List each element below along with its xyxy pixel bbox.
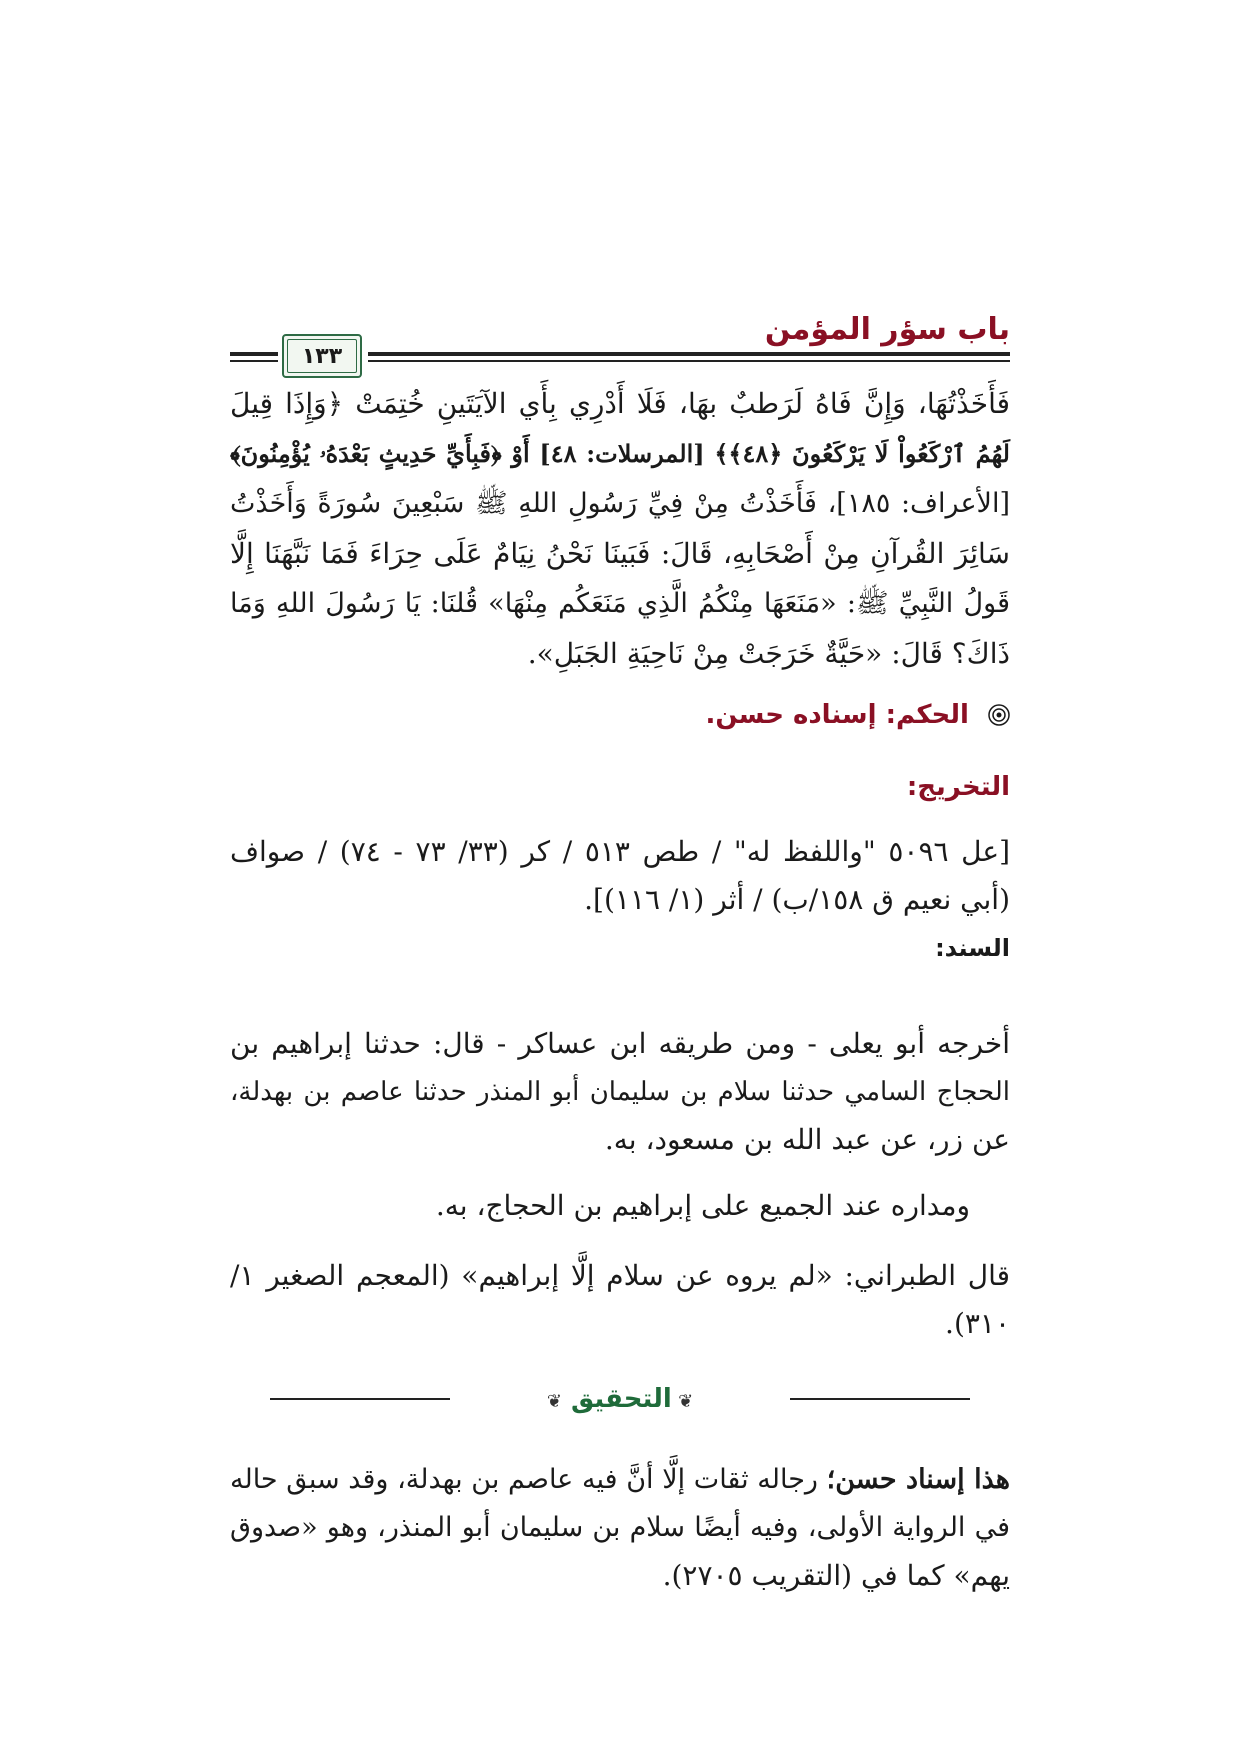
sanad-line-1: أخرجه أبو يعلى - ومن طريقه ابن عساكر - قال: حدثنا إبراهيم بن bbox=[230, 1027, 1010, 1060]
sanad-madar: ومداره عند الجميع على إبراهيم بن الحجاج، به. bbox=[435, 1189, 970, 1222]
tahqiq-divider bbox=[270, 1384, 970, 1414]
tahqiq-lead: هذا إسناد حسن؛ bbox=[826, 1464, 1010, 1495]
hadith-line-1: فَأَخَذْتُهَا، وَإِنَّ فَاهُ لَرَطبٌ بهَا، فَلَا أَدْرِي بِأَي الآيَتَينِ خُتِمَتْ ﴿وَإِذَا قِيلَ bbox=[230, 387, 1010, 420]
ornament-icon: ❦ bbox=[671, 1391, 694, 1412]
tabarani-line-2: ٣١٠). bbox=[945, 1307, 1010, 1340]
tahqiq-line-1-text: رجاله ثقات إلَّا أنَّ فيه عاصم بن بهدلة، وقد سبق حاله bbox=[230, 1464, 818, 1495]
hadith-line-4: سَائِرَ القُرآنِ مِنْ أَصْحَابِهِ، قَالَ: فَبَينَا نَحْنُ نِيَامٌ عَلَى حِرَاءَ فَمَا نَبَّهَنَا إِلَّا bbox=[230, 537, 1010, 570]
page-number: ١٣٣ bbox=[301, 343, 343, 369]
hadith-line-5: قَولُ النَّبِيِّ ﷺ: «مَنَعَهَا مِنْكُمُ الَّذِي مَنَعَكُم مِنْهَا» قُلنَا: يَا رَسُولَ اللهِ وَمَا bbox=[230, 588, 1010, 619]
ruling-heading bbox=[705, 700, 1010, 730]
tahqiq-heading: التحقيق bbox=[571, 1384, 672, 1414]
page-number-badge bbox=[282, 334, 362, 378]
takhrij-line-1: [عل ٥٠٩٦ "واللفظ له" / طص ٥١٣ / كر (٣٣/ ٧٣ - ٧٤) / صواف bbox=[230, 835, 1010, 868]
tahqiq-line-2: في الرواية الأولى، وفيه أيضًا سلام بن سليمان أبو المنذر، وهو «صدوق bbox=[230, 1512, 1010, 1543]
takhrij-line-2: (أبي نعيم ق ١٥٨/ب) / أثر (١/ ١١٦)]. bbox=[584, 883, 1010, 916]
header-rule-left bbox=[230, 352, 278, 356]
sanad-line-3: عن زر، عن عبد الله بن مسعود، به. bbox=[604, 1123, 1010, 1156]
rosette-icon bbox=[988, 704, 1010, 726]
tahqiq-heading-wrap bbox=[270, 1384, 970, 1414]
ornament-icon: ❦ bbox=[546, 1391, 562, 1412]
header-rule-left-thin bbox=[230, 360, 278, 362]
tahqiq-line-1 bbox=[230, 1460, 1010, 1500]
header-rule-thin bbox=[368, 360, 1010, 362]
ruling-value: إسناده حسن. bbox=[705, 700, 877, 730]
tahqiq-line-3: يهم» كما في (التقريب ٢٧٠٥). bbox=[662, 1559, 1010, 1592]
tabarani-line-1: قال الطبراني: «لم يروه عن سلام إلَّا إبراهيم» (المعجم الصغير ١/ bbox=[230, 1259, 1010, 1292]
sanad-line-2: الحجاج السامي حدثنا سلام بن سليمان أبو المنذر حدثنا عاصم بن بهدلة، bbox=[230, 1077, 1010, 1107]
sanad-heading: السند: bbox=[935, 934, 1010, 962]
chapter-title: باب سؤر المؤمن bbox=[764, 312, 1010, 347]
takhrij-heading: التخريج: bbox=[906, 772, 1010, 802]
header-rule bbox=[368, 352, 1010, 356]
hadith-line-6: ذَاكَ؟ قَالَ: «حَيَّةٌ خَرَجَتْ مِنْ نَاحِيَةِ الجَبَلِ». bbox=[527, 637, 1010, 670]
hadith-line-2: لَهُمُ ٱرْكَعُواْ لَا يَرْكَعُونَ ﴿٤٨﴾﴾ [المرسلات: ٤٨] أَوْ ﴿فَبِأَيِّ حَدِيثٍ بَعْدَهُۥ يُؤْمِنُونَ﴾ bbox=[230, 439, 1010, 468]
ruling-label: الحكم: bbox=[885, 700, 969, 730]
hadith-line-3: [الأعراف: ١٨٥]، فَأَخَذْتُ مِنْ فِيِّ رَسُولِ اللهِ ﷺ سَبْعِينَ سُورَةً وَأَخَذْتُ bbox=[230, 488, 1010, 519]
